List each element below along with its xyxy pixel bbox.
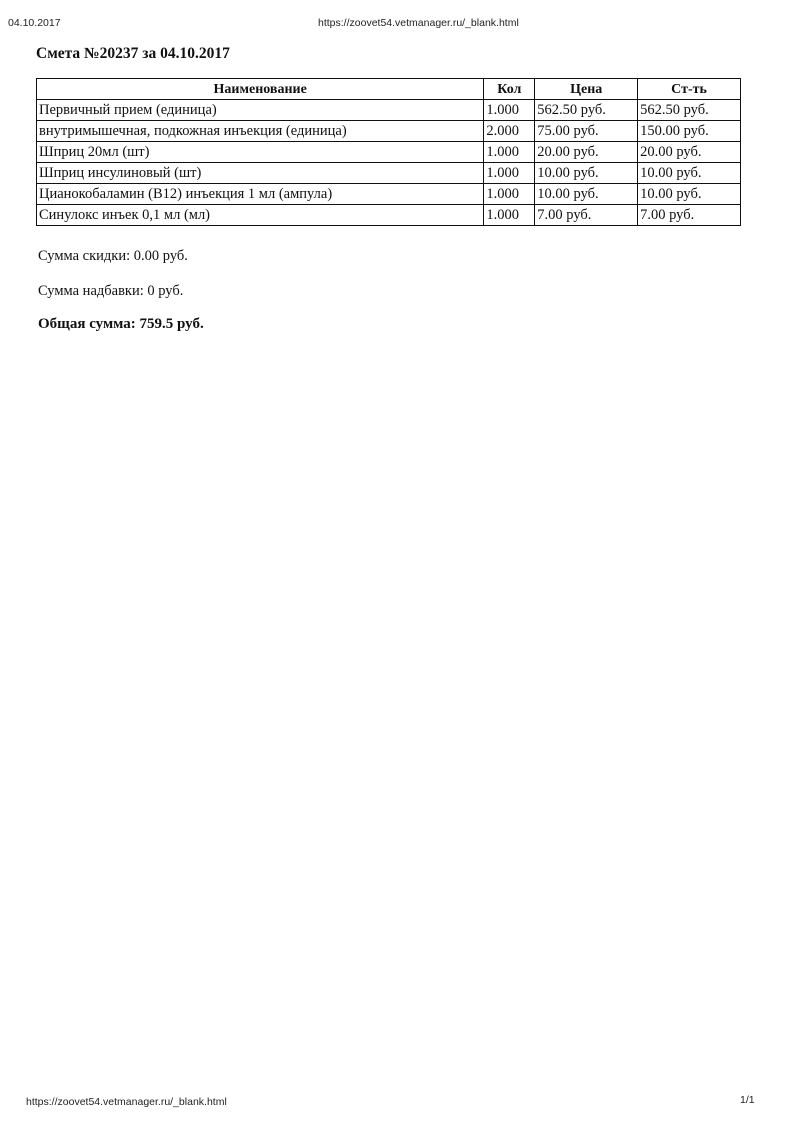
column-header-name: Наименование [37,79,484,100]
cell-cost: 10.00 руб. [638,184,741,205]
cell-name: внутримышечная, подкожная инъекция (единица) [37,121,484,142]
table-row [37,184,741,205]
column-header-qty: Кол [484,79,535,100]
document-title: Смета №20237 за 04.10.2017 [36,45,230,62]
cell-cost: 562.50 руб. [638,100,741,121]
cell-qty: 1.000 [484,184,535,205]
cell-qty: 1.000 [484,100,535,121]
table-row [37,142,741,163]
table-header-row [37,79,741,100]
cell-price: 10.00 руб. [535,184,638,205]
column-header-cost: Ст-ть [638,79,741,100]
cell-price: 7.00 руб. [535,205,638,226]
cell-qty: 2.000 [484,121,535,142]
estimate-table [36,78,741,226]
total-sum: Общая сумма: 759.5 руб. [38,316,204,332]
print-date: 04.10.2017 [8,17,61,29]
cell-name: Первичный прием (единица) [37,100,484,121]
markup-sum: Сумма надбавки: 0 руб. [38,283,184,299]
cell-cost: 20.00 руб. [638,142,741,163]
discount-sum: Сумма скидки: 0.00 руб. [38,248,188,264]
page-number: 1/1 [740,1094,755,1106]
cell-cost: 10.00 руб. [638,163,741,184]
cell-price: 75.00 руб. [535,121,638,142]
table-row [37,205,741,226]
cell-cost: 150.00 руб. [638,121,741,142]
cell-name: Шприц инсулиновый (шт) [37,163,484,184]
cell-cost: 7.00 руб. [638,205,741,226]
table-row [37,100,741,121]
column-header-price: Цена [535,79,638,100]
cell-qty: 1.000 [484,205,535,226]
cell-price: 562.50 руб. [535,100,638,121]
table-row [37,163,741,184]
cell-name: Цианокобаламин (В12) инъекция 1 мл (ампула) [37,184,484,205]
cell-price: 20.00 руб. [535,142,638,163]
print-footer-url: https://zoovet54.vetmanager.ru/_blank.html [26,1096,227,1108]
cell-name: Синулокс инъек 0,1 мл (мл) [37,205,484,226]
table-row [37,121,741,142]
cell-qty: 1.000 [484,163,535,184]
cell-price: 10.00 руб. [535,163,638,184]
cell-name: Шприц 20мл (шт) [37,142,484,163]
cell-qty: 1.000 [484,142,535,163]
print-header-url: https://zoovet54.vetmanager.ru/_blank.html [318,17,519,29]
